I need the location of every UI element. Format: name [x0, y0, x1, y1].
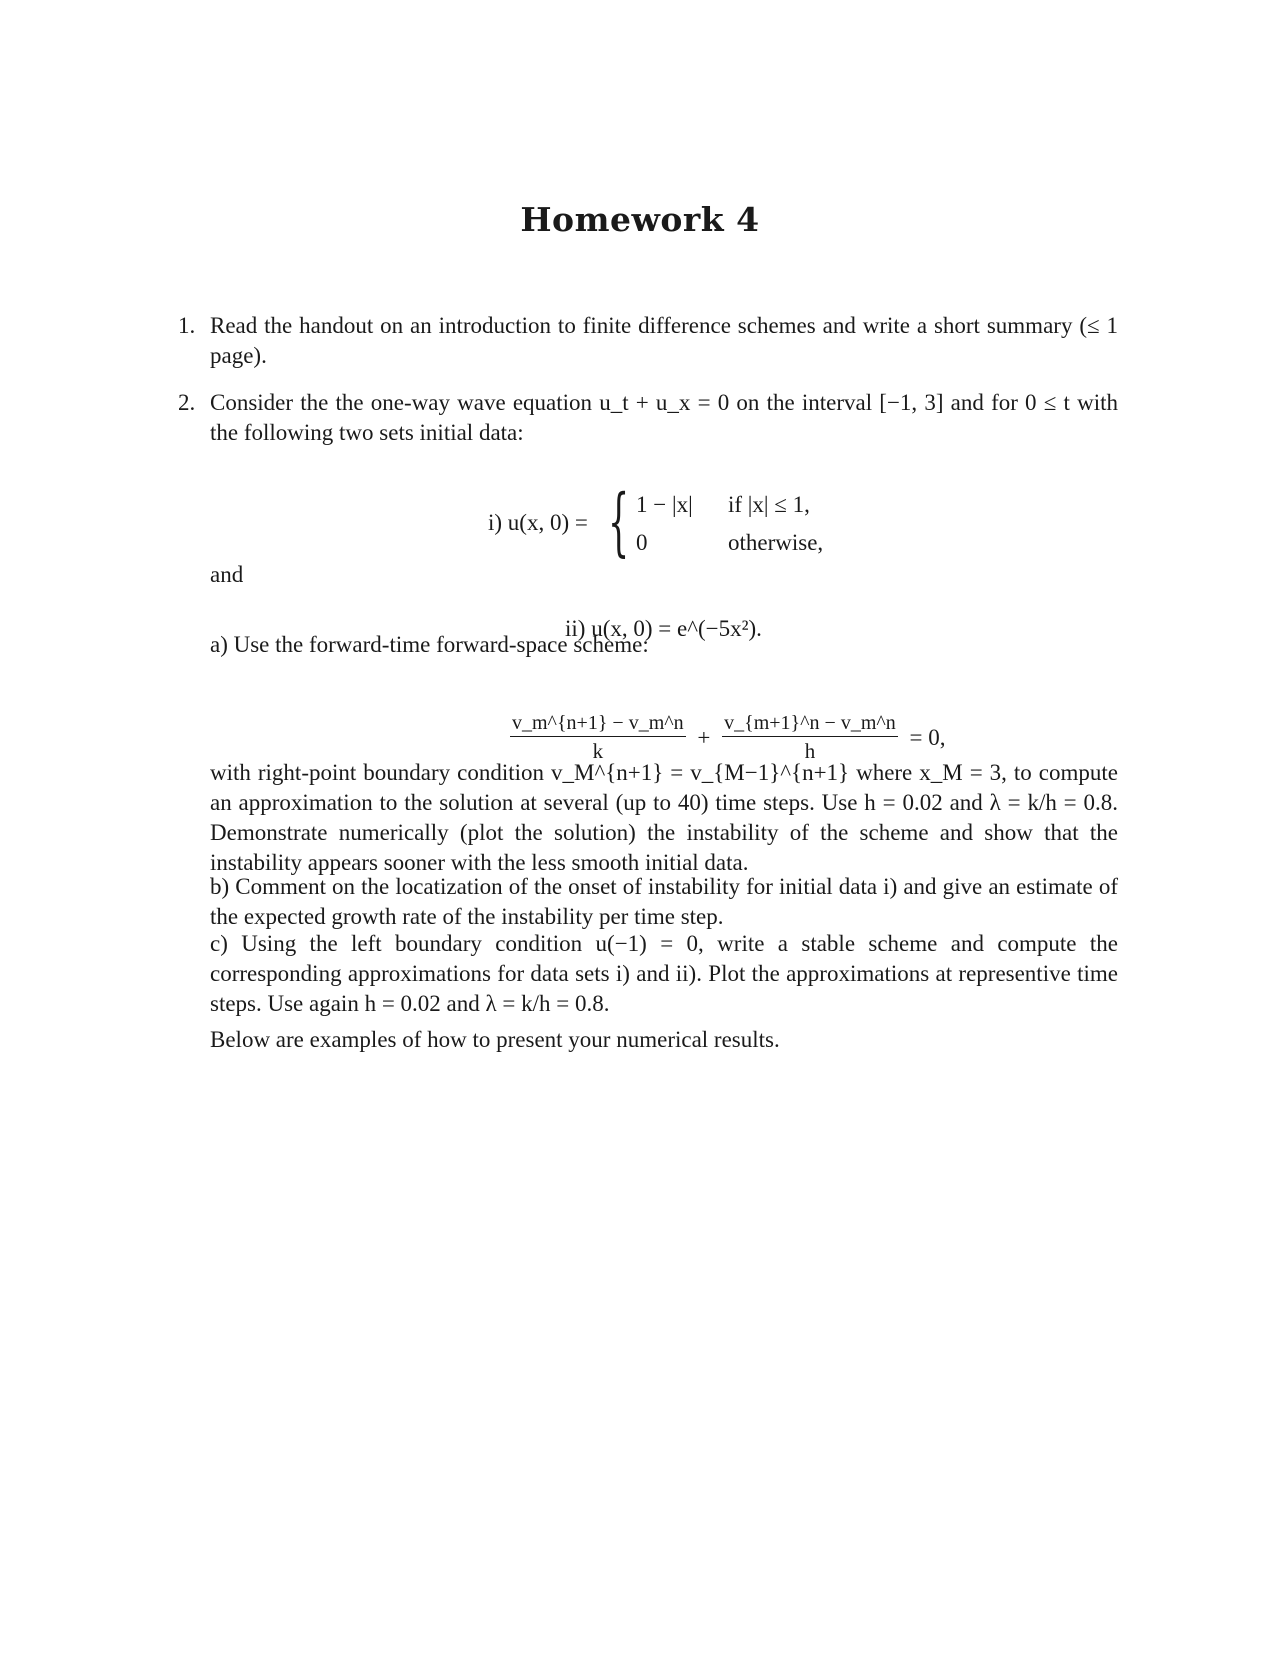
part-a-intro: a) Use the forward-time forward-space scheme:: [210, 632, 649, 657]
part-c-text: c) Using the left boundary condition u(−1) = 0, write a stable scheme and compute the corresponding approximations for data sets i) and ii). Plot the approximations at representive time steps. Use again h = 0.02 and λ = k/h = 0.8.: [210, 931, 1118, 1016]
cases-brace: {: [608, 479, 630, 565]
space-difference-numerator: v_{m+1}^n − v_m^n: [722, 710, 898, 737]
and-word: and: [210, 562, 244, 587]
initial-data-ii: ii) u(x, 0) = e^(−5x²).: [565, 616, 762, 641]
case-1-condition: if |x| ≤ 1,: [728, 492, 810, 517]
case-2-expression: 0: [636, 530, 648, 555]
closing-text: Below are examples of how to present your numerical results.: [210, 1027, 780, 1052]
question-1-number: 1.: [178, 313, 196, 338]
time-difference-fraction: [510, 710, 686, 765]
case-1-expression: 1 − |x|: [636, 492, 693, 517]
time-difference-numerator: v_m^{n+1} − v_m^n: [510, 710, 686, 737]
question-2-intro: Consider the the one-way wave equation u_t + u_x = 0 on the interval [−1, 3] and for 0 ≤ t with the following two sets initial data:: [210, 390, 1118, 445]
part-b-text: b) Comment on the locatization of the onset of instability for initial data i) and give an estimate of the expected growth rate of the instability per time step.: [210, 874, 1118, 929]
case-2-condition: otherwise,: [728, 530, 824, 555]
question-2-number: 2.: [178, 390, 196, 415]
ftfs-scheme-equation: [510, 710, 946, 765]
plus-sign: +: [697, 724, 711, 750]
space-step-denominator: h: [804, 739, 816, 763]
initial-data-i-label: i) u(x, 0) =: [488, 510, 588, 535]
space-difference-fraction: [722, 710, 898, 765]
question-1-text: Read the handout on an introduction to finite difference schemes and write a short summary (≤ 1 page).: [210, 313, 1118, 368]
part-a-text: with right-point boundary condition v_M^{n+1} = v_{M−1}^{n+1} where x_M = 3, to compute an approximation to the solution at several (up to 40) time steps. Use h = 0.02 and λ = k/h = 0.8. Demonstrate numerically (plot the solution) the instability of the scheme and show that the instability appears sooner with the less smooth initial data.: [210, 760, 1118, 875]
initial-data-i: [488, 479, 888, 568]
time-step-denominator: k: [592, 739, 604, 763]
scheme-rhs: = 0,: [909, 724, 946, 750]
page-title: Homework 4: [520, 200, 760, 239]
